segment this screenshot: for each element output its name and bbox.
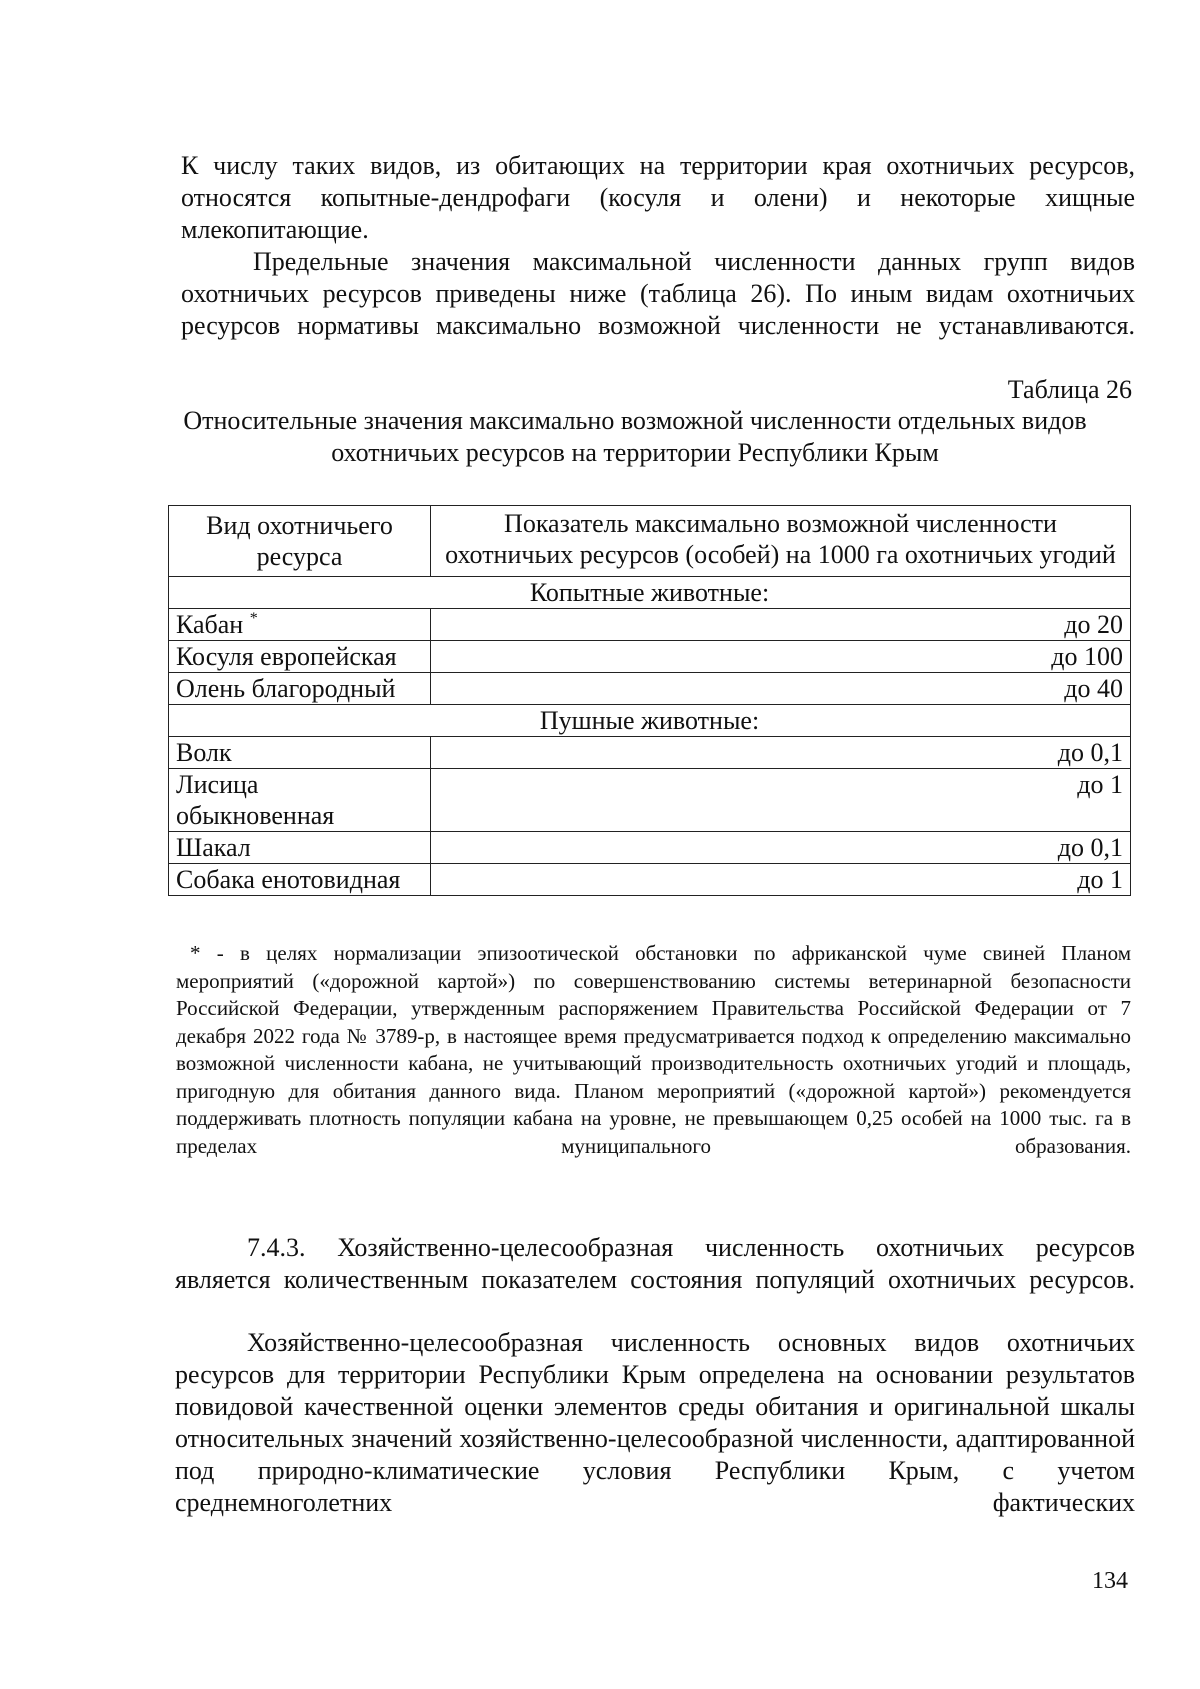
footnote-asterisk: * [190,941,201,965]
paragraph-section-7-4-3-text: 7.4.3. Хозяйственно-целесообразная численность охотничьих ресурсов является количественным показателем состояния популяций охотничьих ресурсов. [175,1233,1135,1294]
value-cell: до 0,1 [431,737,1131,769]
table-label: Таблица 26 [1007,375,1132,404]
value-cell: до 20 [431,609,1131,641]
species-cell: Лисица обыкновенная [169,769,431,832]
group-label: Пушные животные: [169,705,1131,737]
table-title: Относительные значения максимально возможной численности отдельных видов охотничьих ресурсов на территории Республики Крым [183,406,1087,467]
value-cell: до 1 [431,864,1131,896]
species-cell: Волк [169,737,431,769]
group-row-ungulates [169,577,1131,609]
species-cell: Шакал [169,832,431,864]
table-row [169,832,1131,864]
table-row [169,737,1131,769]
species-cell: Олень благородный [169,673,431,705]
value-cell: до 0,1 [431,832,1131,864]
value-cell: до 40 [431,673,1131,705]
table-row [169,864,1131,896]
page-number: 134 [1092,1568,1128,1594]
table-header-row [169,506,1131,577]
species-cell [169,609,431,641]
value-cell: до 1 [431,769,1131,832]
table-row [169,641,1131,673]
table-row [169,673,1131,705]
group-row-furbearers [169,705,1131,737]
species-name: Кабан [176,610,244,639]
species-density-table [168,505,1131,896]
table-row [169,609,1131,641]
footnote-text: - в целях нормализации эпизоотической обстановки по африканской чуме свиней Планом мероприятий («дорожной картой») по совершенствованию системы ветеринарной безопасности Российской Федерации, утвержденным распоряжением Правительства Российской Федерации от 7 декабря 2022 года № 3789-р, в настоящее время предусматривается подход к определению максимально возможной численности кабана, не учитывающий производительность охотничьих угодий и площадь, пригодную для обитания данного вида. Планом мероприятий («дорожной картой») рекомендуется поддерживать плотность популяции кабана на уровне, не превышающем 0,25 особей на 1000 тыс. га в пределах муниципального образования. [176,941,1131,1158]
header-species: Вид охотничьего ресурса [169,506,431,577]
paragraph-economic-numbers-text: Хозяйственно-целесообразная численность основных видов охотничьих ресурсов для территории Республики Крым определена на основании результатов повидовой качественной оценки элементов среды обитания и оригинальной шкалы относительных значений хозяйственно-целесообразной численности, адаптированной под природно-климатические условия Республики Крым, с учетом среднемноголетних фактических [175,1328,1135,1517]
paragraph-section-7-4-3 [175,1232,1135,1296]
group-label: Копытные животные: [169,577,1131,609]
species-cell: Собака енотовидная [169,864,431,896]
value-cell: до 100 [431,641,1131,673]
paragraph-limits [181,246,1135,342]
species-cell: Косуля европейская [169,641,431,673]
table-footnote [176,940,1131,1160]
paragraph-limits-text: Предельные значения максимальной численности данных групп видов охотничьих ресурсов приведены ниже (таблица 26). По иным видам охотничьих ресурсов нормативы максимально возможной численности не устанавливаются. [181,247,1135,340]
paragraph-economic-numbers [175,1327,1135,1519]
header-indicator: Показатель максимально возможной численности охотничьих ресурсов (особей) на 1000 га охотничьих угодий [431,506,1131,577]
table-row [169,769,1131,832]
footnote-marker: * [249,610,258,627]
paragraph-intro-text: К числу таких видов, из обитающих на территории края охотничьих ресурсов, относятся копытные-дендрофаги (косуля и олени) и некоторые хищные млекопитающие. [181,151,1135,244]
paragraph-intro [181,150,1135,246]
